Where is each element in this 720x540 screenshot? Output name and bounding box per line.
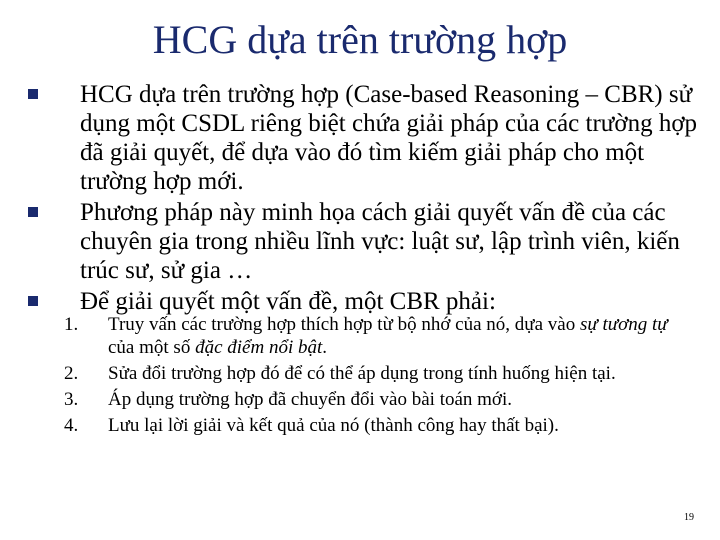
square-bullet-icon bbox=[28, 207, 38, 217]
bullet-item bbox=[22, 80, 702, 196]
step-text: Lưu lại lời giải và kết quả của nó (thành công hay thất bại). bbox=[108, 415, 559, 436]
square-bullet-icon bbox=[28, 89, 38, 99]
step-number: 1. bbox=[64, 314, 79, 335]
page-number: 19 bbox=[684, 512, 694, 523]
step-number: 3. bbox=[64, 389, 79, 410]
step-item bbox=[64, 388, 694, 411]
bullet-item bbox=[22, 198, 702, 285]
bullet-item bbox=[22, 287, 702, 316]
step-text: Truy vấn các trường hợp thích hợp từ bộ nhớ của nó, dựa vào sự tương tự của một số đặc điểm nổi bật. bbox=[108, 314, 668, 358]
step-number: 2. bbox=[64, 363, 79, 384]
step-item bbox=[64, 313, 694, 359]
bullet-text: HCG dựa trên trường hợp (Case-based Reasoning – CBR) sử dụng một CSDL riêng biệt chứa giải pháp của các trường hợp đã giải quyết, để dựa vào đó tìm kiếm giải pháp cho một trường hợp mới. bbox=[80, 81, 698, 195]
bullet-text: Phương pháp này minh họa cách giải quyết vấn đề của các chuyên gia trong nhiều lĩnh vực: luật sư, lập trình viên, kiến trúc sư, sử gia … bbox=[80, 199, 680, 284]
step-text: Sửa đổi trường hợp đó để có thể áp dụng trong tính huống hiện tại. bbox=[108, 363, 616, 384]
square-bullet-icon bbox=[28, 296, 38, 306]
numbered-step-list bbox=[64, 313, 694, 440]
emphasis-text: sự tương tự bbox=[579, 314, 668, 335]
bullet-text: Để giải quyết một vấn đề, một CBR phải: bbox=[80, 288, 496, 315]
step-item bbox=[64, 414, 694, 437]
step-item bbox=[64, 362, 694, 385]
slide-title: HCG dựa trên trường hợp bbox=[152, 17, 568, 62]
bullet-list bbox=[22, 80, 702, 316]
emphasis-text: đặc điểm nổi bật bbox=[195, 337, 323, 358]
step-number: 4. bbox=[64, 415, 79, 436]
step-text: Áp dụng trường hợp đã chuyển đổi vào bài toán mới. bbox=[108, 389, 513, 410]
